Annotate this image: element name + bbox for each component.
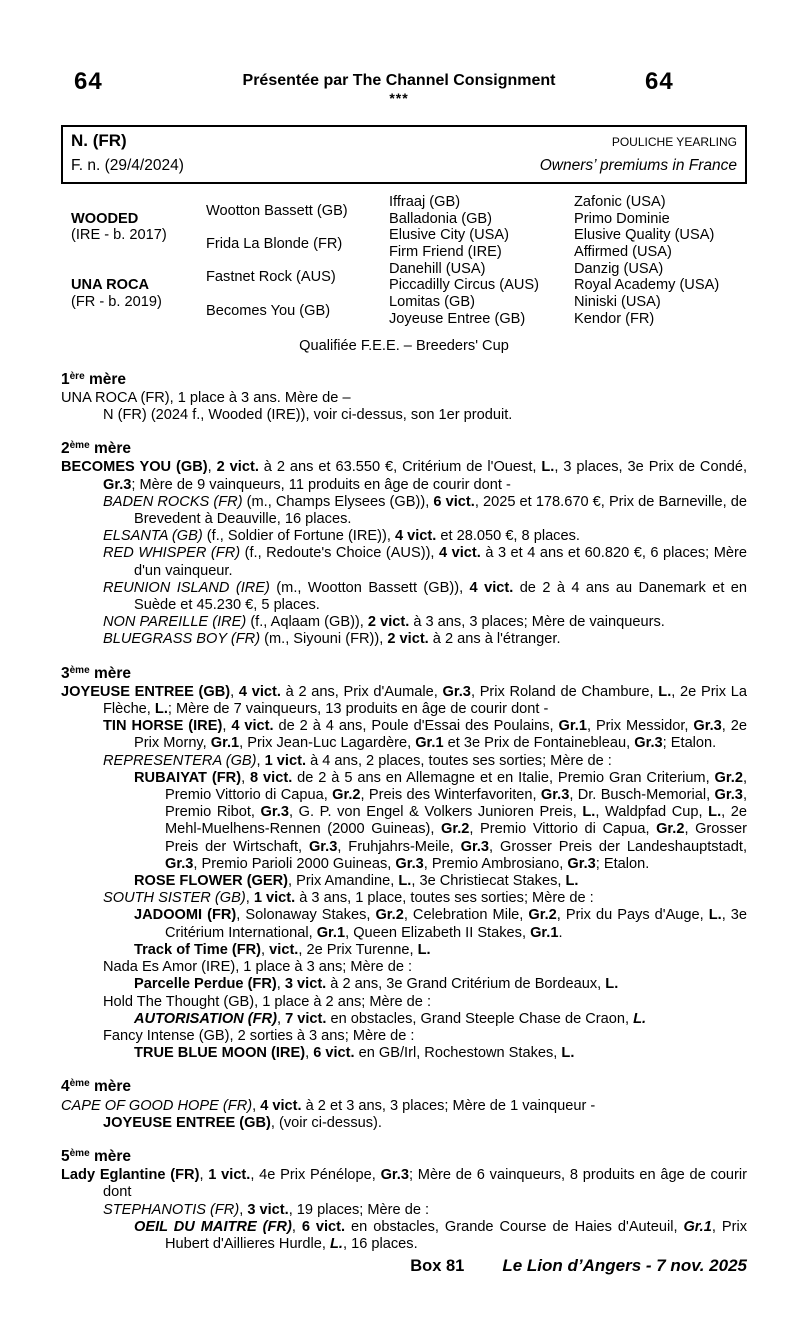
text-run: , Preis des Winterfavoriten, <box>360 787 541 804</box>
text-run: , 2e Prix La Flèche, <box>103 683 748 718</box>
horse-detail: (FR - b. 2019) <box>71 294 162 311</box>
text-run: Gr.3 <box>693 718 722 735</box>
text-run: Gr.3 <box>260 804 289 821</box>
text-run: L. <box>708 907 722 924</box>
text-run: (f., Aqlaam (GB)), <box>246 614 368 631</box>
lot-header-row-1 <box>71 129 737 154</box>
pedigree-entry <box>71 194 206 261</box>
lot-header-box <box>61 125 747 184</box>
pedigree-entry <box>206 261 389 294</box>
pedigree-text <box>61 371 747 1254</box>
text-run: L. <box>565 873 579 890</box>
text-run: , <box>230 683 239 700</box>
text-run: 4 vict. <box>231 718 274 735</box>
text-run: ELSANTA (GB) <box>103 528 203 545</box>
text-run: , <box>291 1218 302 1235</box>
text-run: , G. P. von Engel & Volkers Junioren Preis, <box>288 804 583 821</box>
text-run: , Premio Ribot, <box>165 787 747 821</box>
text-run: SOUTH SISTER (GB) <box>103 890 246 907</box>
text-run: Gr.3 <box>442 683 471 700</box>
text-run: Gr.1 <box>210 735 240 752</box>
family-section <box>61 1148 747 1253</box>
text-run: (m., Wootton Bassett (GB)), <box>269 579 470 596</box>
section-heading-part: 1 <box>61 370 70 388</box>
pedigree-paragraph <box>61 1219 747 1253</box>
text-run: Gr.2 <box>375 907 404 924</box>
text-run: Parcelle Perdue (FR) <box>134 976 277 993</box>
pedigree-paragraph <box>61 1098 747 1115</box>
text-run: L. <box>658 683 672 700</box>
text-run: REUNION ISLAND (IRE) <box>103 579 270 596</box>
pedigree-generation-3 <box>389 194 574 328</box>
text-run: BECOMES YOU (GB) <box>61 459 208 476</box>
text-run: et 3e Prix de Fontainebleau, <box>443 735 635 752</box>
text-run: à 2 ans, 3e Grand Critérium de Bordeaux, <box>326 976 606 993</box>
text-run: , <box>245 890 254 907</box>
text-run: JOYEUSE ENTREE (GB) <box>103 1114 271 1131</box>
horse-name: Becomes You (GB) <box>206 302 331 319</box>
text-run: vict. <box>269 941 299 958</box>
horse-name: Fastnet Rock (AUS) <box>206 269 336 286</box>
text-run: , Fruhjahrs-Meile, <box>337 838 461 855</box>
text-run: 4 vict. <box>394 528 437 545</box>
text-run: , Prix du Pays d'Auge, <box>556 907 709 924</box>
text-run: , Prix Hubert d'Aillieres Hurdle, <box>165 1218 747 1252</box>
lot-birth-date: F. n. (29/4/2024) <box>71 157 184 174</box>
text-run: OEIL DU MAITRE (FR) <box>134 1218 292 1235</box>
text-run: L. <box>561 1045 575 1062</box>
text-run: , Solonaway Stakes, <box>236 907 376 924</box>
text-run: Gr.2 <box>714 769 743 786</box>
horse-name: Zafonic (USA) <box>574 194 666 210</box>
text-run: L. <box>330 1235 343 1252</box>
text-run: L. <box>398 873 412 890</box>
text-run: ; Mère de 7 vainqueurs, 13 produits en âge de courir dont - <box>167 701 549 718</box>
text-run: REPRESENTERA (GB) <box>103 752 257 769</box>
text-run: RED WHISPER (FR) <box>103 545 241 562</box>
horse-name: Niniski (USA) <box>574 294 661 311</box>
text-run: L. <box>582 804 596 821</box>
text-run: , Queen Elizabeth II Stakes, <box>345 924 531 941</box>
page-content <box>61 125 747 1276</box>
text-run: JADOOMI (FR) <box>134 907 237 924</box>
pedigree-paragraph <box>61 545 747 579</box>
text-run: ; Etalon. <box>595 855 650 872</box>
text-run: 3 vict. <box>247 1201 289 1218</box>
text-run: à 3 et 4 ans et 60.820 €, 6 places; Mère d'un vainqueur. <box>134 545 747 579</box>
pedigree-paragraph <box>61 494 747 528</box>
qualification-line: Qualifiée F.E.E. – Breeders' Cup <box>299 337 509 354</box>
pedigree-paragraph <box>61 684 747 718</box>
section-heading-part: 5 <box>61 1147 70 1165</box>
section-heading-part: mère <box>89 1078 132 1096</box>
text-run: 2 vict. <box>216 459 259 476</box>
section-heading-part: 3 <box>61 664 70 682</box>
text-run: en obstacles, Grande Course de Haies d'Auteuil, <box>345 1218 684 1235</box>
text-run: UNA ROCA (FR), 1 place à 3 ans. Mère de – <box>61 389 351 406</box>
lot-name: N. (FR) <box>71 131 127 150</box>
pedigree-entry <box>206 194 389 227</box>
text-run: 6 vict. <box>313 1045 355 1062</box>
text-run: CAPE OF GOOD HOPE (FR) <box>61 1097 253 1114</box>
text-run: STEPHANOTIS (FR) <box>103 1201 240 1218</box>
text-run: Gr.1 <box>530 924 559 941</box>
pedigree-paragraph <box>61 873 747 890</box>
pedigree-paragraph <box>61 994 747 1011</box>
text-run: Gr.3 <box>540 787 570 804</box>
text-run: , <box>261 941 270 958</box>
section-heading-part: mère <box>89 1147 132 1165</box>
text-run: , <box>276 976 285 993</box>
text-run: L. <box>541 459 555 476</box>
text-run: à 2 et 3 ans, 3 places; Mère de 1 vainqueur - <box>301 1097 596 1114</box>
text-run: , <box>199 1167 209 1184</box>
text-run: 1 vict. <box>264 752 307 769</box>
text-run: (f., Soldier of Fortune (IRE)), <box>202 528 395 545</box>
text-run: Gr.3 <box>460 838 490 855</box>
text-run: , 3e Critérium International, <box>165 907 747 941</box>
section-heading <box>61 440 747 459</box>
horse-name: Lomitas (GB) <box>389 294 475 311</box>
text-run: (m., Siyouni (FR)), <box>260 631 388 648</box>
text-run: de 2 à 4 ans, Poule d'Essai des Poulains, <box>273 718 559 735</box>
text-run: Lady Eglantine (FR) <box>61 1167 200 1184</box>
text-run: à 2 ans et 63.550 €, Critérium de l'Ouest, <box>258 459 542 476</box>
text-run: 7 vict. <box>285 1010 327 1027</box>
text-run: TIN HORSE (IRE) <box>103 718 223 735</box>
text-run: N (FR) (2024 f., Wooded (IRE)), voir ci-dessus, son 1er produit. <box>103 407 513 423</box>
text-run: Gr.3 <box>380 1167 409 1184</box>
pedigree-paragraph <box>61 390 747 407</box>
page-number-right: 64 <box>645 68 674 95</box>
horse-name: Kendor (FR) <box>574 310 655 327</box>
text-run: (f., Redoute's Choice (AUS)), <box>240 545 439 562</box>
lot-header-row-2 <box>71 154 737 178</box>
text-run: , 3 places, 3e Prix de Condé, <box>554 459 747 476</box>
pedigree-paragraph <box>61 890 747 907</box>
pedigree-paragraph <box>61 959 747 976</box>
pedigree-paragraph <box>61 718 747 752</box>
stars-separator: *** <box>389 90 409 106</box>
section-heading <box>61 1078 747 1097</box>
pedigree-table <box>61 194 747 328</box>
horse-name: Frida La Blonde (FR) <box>206 236 343 253</box>
family-section <box>61 1078 747 1132</box>
pedigree-paragraph <box>61 1045 747 1062</box>
text-run: , 2e Mehl-Muelhens-Rennen (2000 Guineas), <box>165 804 748 838</box>
text-run: (m., Champs Elysees (GB)), <box>242 493 434 510</box>
horse-name: Elusive Quality (USA) <box>574 227 715 244</box>
horse-name: Elusive City (USA) <box>389 227 510 244</box>
text-run: Gr.1 <box>316 924 346 941</box>
text-run: , <box>239 1201 248 1218</box>
section-heading-part: ème <box>69 1147 90 1159</box>
text-run: à 4 ans, 2 places, toutes ses sorties; Mère de : <box>306 752 612 769</box>
text-run: en obstacles, Grand Steeple Chase de Craon, <box>326 1010 634 1027</box>
text-run: Gr.3 <box>308 838 338 855</box>
pedigree-generation-4 <box>574 194 747 328</box>
text-run: à 3 ans, 1 place, toutes ses sorties; Mère de : <box>295 890 594 907</box>
text-run: Track of Time (FR) <box>134 941 262 958</box>
text-run: Gr.2 <box>656 821 685 838</box>
horse-name: Wootton Bassett (GB) <box>206 202 348 219</box>
text-run: Gr.3 <box>567 855 596 872</box>
pedigree-paragraph <box>61 976 747 993</box>
text-run: Gr.1 <box>683 1218 712 1235</box>
text-run: en GB/Irl, Rochestown Stakes, <box>354 1045 562 1062</box>
text-run: , Premio Vittorio di Capua, <box>469 821 657 838</box>
section-heading <box>61 1148 747 1167</box>
text-run: 4 vict. <box>260 1097 302 1114</box>
text-run: Fancy Intense (GB), 2 sorties à 3 ans; Mère de : <box>103 1027 415 1044</box>
pedigree-paragraph <box>61 407 747 424</box>
text-run: , 2e Prix Turenne, <box>298 941 418 958</box>
horse-name: Firm Friend (IRE) <box>389 244 502 261</box>
pedigree-paragraph <box>61 1028 747 1045</box>
text-run: ROSE FLOWER (GER) <box>134 873 289 890</box>
text-run: , Celebration Mile, <box>403 907 529 924</box>
text-run: L. <box>605 976 619 993</box>
text-run: AUTORISATION (FR) <box>134 1010 277 1027</box>
pedigree-paragraph <box>61 907 747 941</box>
section-heading-part: ère <box>69 370 85 382</box>
text-run: , <box>222 718 232 735</box>
section-heading-part: 2 <box>61 440 70 458</box>
section-heading <box>61 665 747 684</box>
text-run: , <box>305 1045 314 1062</box>
text-run: et 28.050 €, 8 places. <box>436 528 580 545</box>
text-run: , Premio Ambrosiano, <box>423 855 568 872</box>
text-run: , Prix Jean-Luc Lagardère, <box>239 735 416 752</box>
text-run: à 2 ans à l'étranger. <box>428 631 561 648</box>
text-run: 4 vict. <box>438 545 481 562</box>
text-run: 2 vict. <box>367 614 410 631</box>
pedigree-entry <box>71 261 206 328</box>
text-run: , <box>252 1097 261 1114</box>
horse-name: Balladonia (GB) <box>389 210 493 227</box>
pedigree-entry <box>206 227 389 260</box>
text-run: Gr.3 <box>103 476 132 493</box>
text-run: L. <box>154 701 168 718</box>
pedigree-paragraph <box>61 1115 747 1132</box>
text-run: Gr.3 <box>395 855 424 872</box>
text-run: de 2 à 4 ans au Danemark et en Suède et 45.230 €, 5 places. <box>134 579 748 614</box>
horse-detail: (IRE - b. 2017) <box>71 227 167 244</box>
text-run: L. <box>708 804 722 821</box>
text-run: , (voir ci-dessus). <box>270 1114 382 1131</box>
lot-category: POULICHE YEARLING <box>611 135 737 149</box>
section-heading <box>61 371 747 390</box>
horse-name: Royal Academy (USA) <box>574 277 720 294</box>
section-heading-part: ème <box>69 1078 90 1090</box>
text-run: BADEN ROCKS (FR) <box>103 493 243 510</box>
text-run: Gr.1 <box>415 735 444 752</box>
pedigree-generation-1 <box>71 194 206 328</box>
text-run: ; Etalon. <box>662 735 717 752</box>
text-run: , <box>276 1010 286 1027</box>
pedigree-paragraph <box>61 1202 747 1219</box>
pedigree-generation-2 <box>206 194 389 328</box>
family-section <box>61 665 747 1063</box>
text-run: 4 vict. <box>238 683 281 700</box>
text-run: Gr.2 <box>528 907 557 924</box>
text-run: , 19 places; Mère de : <box>288 1201 430 1218</box>
owners-premiums-note: Owners’ premiums in France <box>539 157 737 174</box>
horse-name: Danehill (USA) <box>389 260 486 277</box>
text-run: 1 vict. <box>208 1167 251 1184</box>
text-run: Nada Es Amor (IRE), 1 place à 3 ans; Mère de : <box>103 959 413 976</box>
pedigree-paragraph <box>61 528 747 545</box>
text-run: JOYEUSE ENTREE (GB) <box>61 683 231 700</box>
text-run: Gr.3 <box>714 787 743 804</box>
text-run: . <box>558 924 563 941</box>
text-run: , <box>241 769 251 786</box>
text-run: de 2 à 5 ans en Allemagne et en Italie, Premio Gran Criterium, <box>292 769 715 786</box>
text-run: L. <box>633 1010 647 1027</box>
family-section <box>61 371 747 425</box>
text-run: Gr.2 <box>332 787 361 804</box>
text-run: , Waldpfad Cup, <box>595 804 709 821</box>
horse-name: Iffraaj (GB) <box>389 194 461 210</box>
text-run: Gr.3 <box>634 735 663 752</box>
horse-name: Primo Dominie <box>574 210 670 227</box>
text-run: Hold The Thought (GB), 1 place à 2 ans; Mère de : <box>103 993 432 1010</box>
text-run: 3 vict. <box>284 976 327 993</box>
text-run: L. <box>417 941 431 958</box>
text-run: TRUE BLUE MOON (IRE) <box>134 1045 306 1062</box>
text-run: BLUEGRASS BOY (FR) <box>103 631 261 648</box>
section-heading-part: 4 <box>61 1078 70 1096</box>
text-run: , Prix Messidor, <box>586 718 694 735</box>
text-run: ; Mère de 9 vainqueurs, 11 produits en âge de courir dont - <box>131 476 511 493</box>
text-run: , Dr. Busch-Memorial, <box>569 787 715 804</box>
text-run: Gr.1 <box>558 718 587 735</box>
pedigree-paragraph <box>61 459 747 493</box>
pedigree-paragraph <box>61 1167 747 1201</box>
text-run: , 16 places. <box>343 1235 418 1252</box>
text-run: RUBAIYAT (FR) <box>134 769 242 786</box>
text-run: à 2 ans, Prix d'Aumale, <box>280 683 443 700</box>
text-run: , 4e Prix Pénélope, <box>250 1167 381 1184</box>
section-heading-part: mère <box>89 664 132 682</box>
pedigree-paragraph <box>61 1011 747 1028</box>
text-run: , Premio Vittorio di Capua, <box>165 769 748 804</box>
pedigree-paragraph <box>61 614 747 631</box>
text-run: , Prix Roland de Chambure, <box>470 683 659 700</box>
text-run: , Premio Parioli 2000 Guineas, <box>193 855 396 872</box>
text-run: , 3e Christiecat Stakes, <box>411 873 566 890</box>
pedigree-paragraph <box>61 753 747 770</box>
text-run: 8 vict. <box>250 769 293 786</box>
text-run: Gr.2 <box>441 821 470 838</box>
horse-name: Piccadilly Circus (AUS) <box>389 277 540 294</box>
pedigree-paragraph <box>61 580 747 614</box>
section-heading-part: ème <box>69 440 90 452</box>
box-number: Box 81 <box>410 1257 465 1276</box>
section-heading-part: mère <box>89 440 132 458</box>
horse-name: WOODED <box>71 210 139 227</box>
horse-name: Joyeuse Entree (GB) <box>389 310 526 327</box>
text-run: , <box>256 752 265 769</box>
horse-name: Affirmed (USA) <box>574 244 672 261</box>
text-run: Gr.3 <box>165 855 194 872</box>
horse-name: UNA ROCA <box>71 277 150 294</box>
horse-name: Danzig (USA) <box>574 260 664 277</box>
text-run: NON PAREILLE (IRE) <box>103 614 247 631</box>
family-section <box>61 440 747 648</box>
pedigree-paragraph <box>61 942 747 959</box>
text-run: , 2e Prix Morny, <box>134 718 748 752</box>
text-run: , Prix Amandine, <box>288 873 399 890</box>
section-heading-part: mère <box>84 370 127 388</box>
text-run: à 3 ans, 3 places; Mère de vainqueurs. <box>409 614 665 631</box>
text-run: 6 vict. <box>301 1218 346 1235</box>
sale-location-date: Le Lion d’Angers - 7 nov. 2025 <box>502 1256 747 1276</box>
text-run: , Grosser Preis der Landeshauptstadt, <box>489 838 748 855</box>
text-run: 4 vict. <box>469 579 514 596</box>
text-run: , <box>207 459 217 476</box>
pedigree-paragraph <box>61 770 747 873</box>
pedigree-entry <box>206 294 389 327</box>
text-run: 2 vict. <box>387 631 429 648</box>
pedigree-paragraph <box>61 631 747 648</box>
text-run: 6 vict. <box>433 493 475 510</box>
text-run: , 2025 et 178.670 €, Prix de Barneville, de Brevedent à Deauville, 16 places. <box>134 493 747 528</box>
text-run: ; Mère de 6 vainqueurs, 8 produits en âge de courir dont <box>103 1167 748 1201</box>
section-heading-part: ème <box>69 664 90 676</box>
page-footer <box>61 1256 747 1276</box>
text-run: , Grosser Preis der Wirtschaft, <box>165 821 747 855</box>
page-number-left: 64 <box>74 68 103 95</box>
text-run: 1 vict. <box>253 890 296 907</box>
consignor-title: Présentée par The Channel Consignment <box>242 72 556 89</box>
